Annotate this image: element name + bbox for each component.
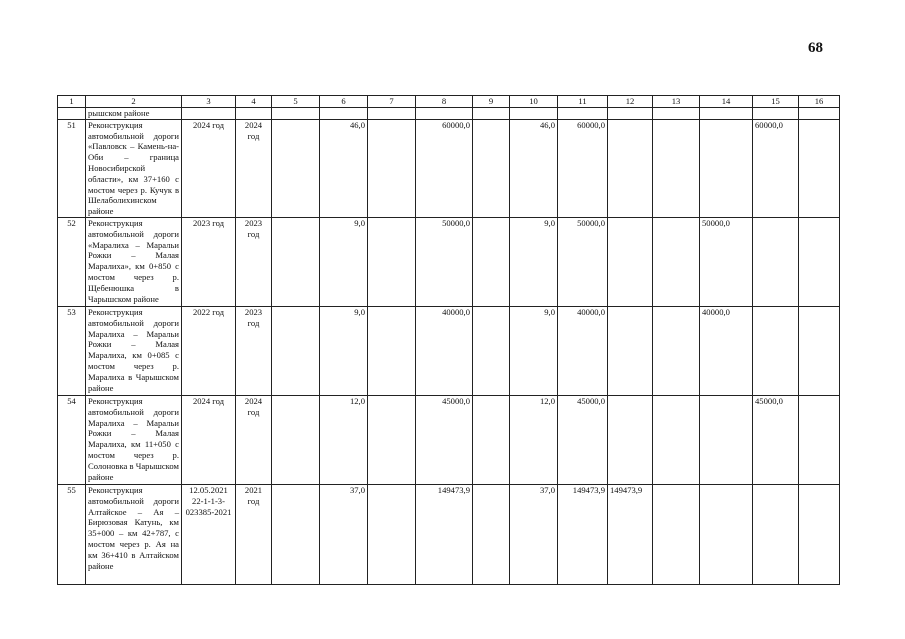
cell-c9 (473, 119, 510, 217)
header-cell-14: 14 (700, 96, 753, 108)
cell-c5 (272, 306, 320, 395)
cell-c10: 9,0 (510, 306, 558, 395)
cell-c3: 12.05.2021 22-1-1-3-023385-2021 (182, 484, 236, 584)
cell-c12 (608, 395, 653, 484)
cell-c7 (368, 395, 416, 484)
cell-c12 (608, 119, 653, 217)
cell-c10: 12,0 (510, 395, 558, 484)
cell-c4: 2021 год (236, 484, 272, 584)
cell-num: 54 (58, 395, 86, 484)
cell-continuation: рышском районе (86, 108, 182, 120)
cell-c16 (799, 217, 840, 306)
cell-c10: 37,0 (510, 484, 558, 584)
cell-c3: 2023 год (182, 217, 236, 306)
header-cell-12: 12 (608, 96, 653, 108)
cell-c5 (272, 484, 320, 584)
header-cell-10: 10 (510, 96, 558, 108)
cell-c7 (368, 484, 416, 584)
header-cell-8: 8 (416, 96, 473, 108)
cell-c5 (272, 119, 320, 217)
cell-c3: 2024 год (182, 119, 236, 217)
cell-c11: 45000,0 (558, 395, 608, 484)
cell-c13 (653, 395, 700, 484)
header-cell-15: 15 (753, 96, 799, 108)
cell-c14 (700, 484, 753, 584)
cell-c4: 2024 год (236, 395, 272, 484)
cell-c11: 60000,0 (558, 119, 608, 217)
cell-c8: 50000,0 (416, 217, 473, 306)
cell-c4: 2023 год (236, 306, 272, 395)
cell-c3: 2024 год (182, 395, 236, 484)
cell-name: Реконструкция автомобильной дороги Алтайское – Ая – Бирюзовая Катунь, км 35+000 – км 42+787, с мостом через р. Ая на км 36+410 в Алтайском районе (86, 484, 182, 584)
cell-num: 52 (58, 217, 86, 306)
cell-c14 (700, 119, 753, 217)
cell-c6: 37,0 (320, 484, 368, 584)
cell-c14: 50000,0 (700, 217, 753, 306)
cell-name: Реконструкция автомобильной дороги «Маралиха – Маральи Рожки – Малая Маралиха», км 0+850 с мостом через р. Щебенюшка в Чарышском районе (86, 217, 182, 306)
cell-name: Реконструкция автомобильной дороги Маралиха – Маральи Рожки – Малая Маралиха, км 0+085 с мостом через р. Маралиха в Чарышском районе (86, 306, 182, 395)
cell-c11: 149473,9 (558, 484, 608, 584)
cell-c15 (753, 484, 799, 584)
table-row (58, 119, 840, 217)
cell-c7 (368, 119, 416, 217)
cell-num: 51 (58, 119, 86, 217)
cell-c9 (473, 484, 510, 584)
header-cell-4: 4 (236, 96, 272, 108)
cell-c4: 2023 год (236, 217, 272, 306)
header-cell-6: 6 (320, 96, 368, 108)
header-cell-16: 16 (799, 96, 840, 108)
header-row (58, 96, 840, 108)
header-cell-2: 2 (86, 96, 182, 108)
header-cell-7: 7 (368, 96, 416, 108)
cell-c15 (753, 306, 799, 395)
header-cell-1: 1 (58, 96, 86, 108)
cell-c5 (272, 217, 320, 306)
cell-c13 (653, 306, 700, 395)
cell-c9 (473, 217, 510, 306)
cell-c13 (653, 484, 700, 584)
cell-num (58, 108, 86, 120)
cell-c4: 2024 год (236, 119, 272, 217)
cell-c6: 46,0 (320, 119, 368, 217)
cell-c8: 149473,9 (416, 484, 473, 584)
cell-c10: 9,0 (510, 217, 558, 306)
header-cell-11: 11 (558, 96, 608, 108)
cell-c15: 45000,0 (753, 395, 799, 484)
cell-c16 (799, 484, 840, 584)
cell-c9 (473, 306, 510, 395)
cell-c12: 149473,9 (608, 484, 653, 584)
cell-c13 (653, 217, 700, 306)
cell-c6: 12,0 (320, 395, 368, 484)
cell-c9 (473, 395, 510, 484)
table-row (58, 484, 840, 584)
table-row (58, 395, 840, 484)
cell-c8: 45000,0 (416, 395, 473, 484)
cell-c15 (753, 217, 799, 306)
header-cell-13: 13 (653, 96, 700, 108)
cell-c16 (799, 306, 840, 395)
projects-table (57, 95, 840, 585)
table-row (58, 217, 840, 306)
cell-c6: 9,0 (320, 217, 368, 306)
cell-c12 (608, 217, 653, 306)
header-cell-5: 5 (272, 96, 320, 108)
cell-num: 53 (58, 306, 86, 395)
cell-c11: 50000,0 (558, 217, 608, 306)
cell-c12 (608, 306, 653, 395)
continuation-row (58, 108, 840, 120)
cell-c15: 60000,0 (753, 119, 799, 217)
cell-c10: 46,0 (510, 119, 558, 217)
header-cell-3: 3 (182, 96, 236, 108)
cell-name: Реконструкция автомобильной дороги «Павловск – Камень-на-Оби – граница Новосибирской области», км 37+160 с мостом через р. Кучук в Шелаболихинском районе (86, 119, 182, 217)
table-row (58, 306, 840, 395)
header-cell-9: 9 (473, 96, 510, 108)
cell-c5 (272, 395, 320, 484)
cell-c14 (700, 395, 753, 484)
cell-c6: 9,0 (320, 306, 368, 395)
page-number: 68 (808, 40, 823, 56)
cell-num: 55 (58, 484, 86, 584)
cell-c13 (653, 119, 700, 217)
cell-c8: 60000,0 (416, 119, 473, 217)
cell-c8: 40000,0 (416, 306, 473, 395)
cell-c3: 2022 год (182, 306, 236, 395)
cell-name: Реконструкция автомобильной дороги Маралиха – Маральи Рожки – Малая Маралиха, км 11+050 с мостом через р. Солоновка в Чарышском районе (86, 395, 182, 484)
cell-c11: 40000,0 (558, 306, 608, 395)
cell-c16 (799, 119, 840, 217)
cell-c16 (799, 395, 840, 484)
cell-c7 (368, 217, 416, 306)
cell-c7 (368, 306, 416, 395)
cell-c14: 40000,0 (700, 306, 753, 395)
